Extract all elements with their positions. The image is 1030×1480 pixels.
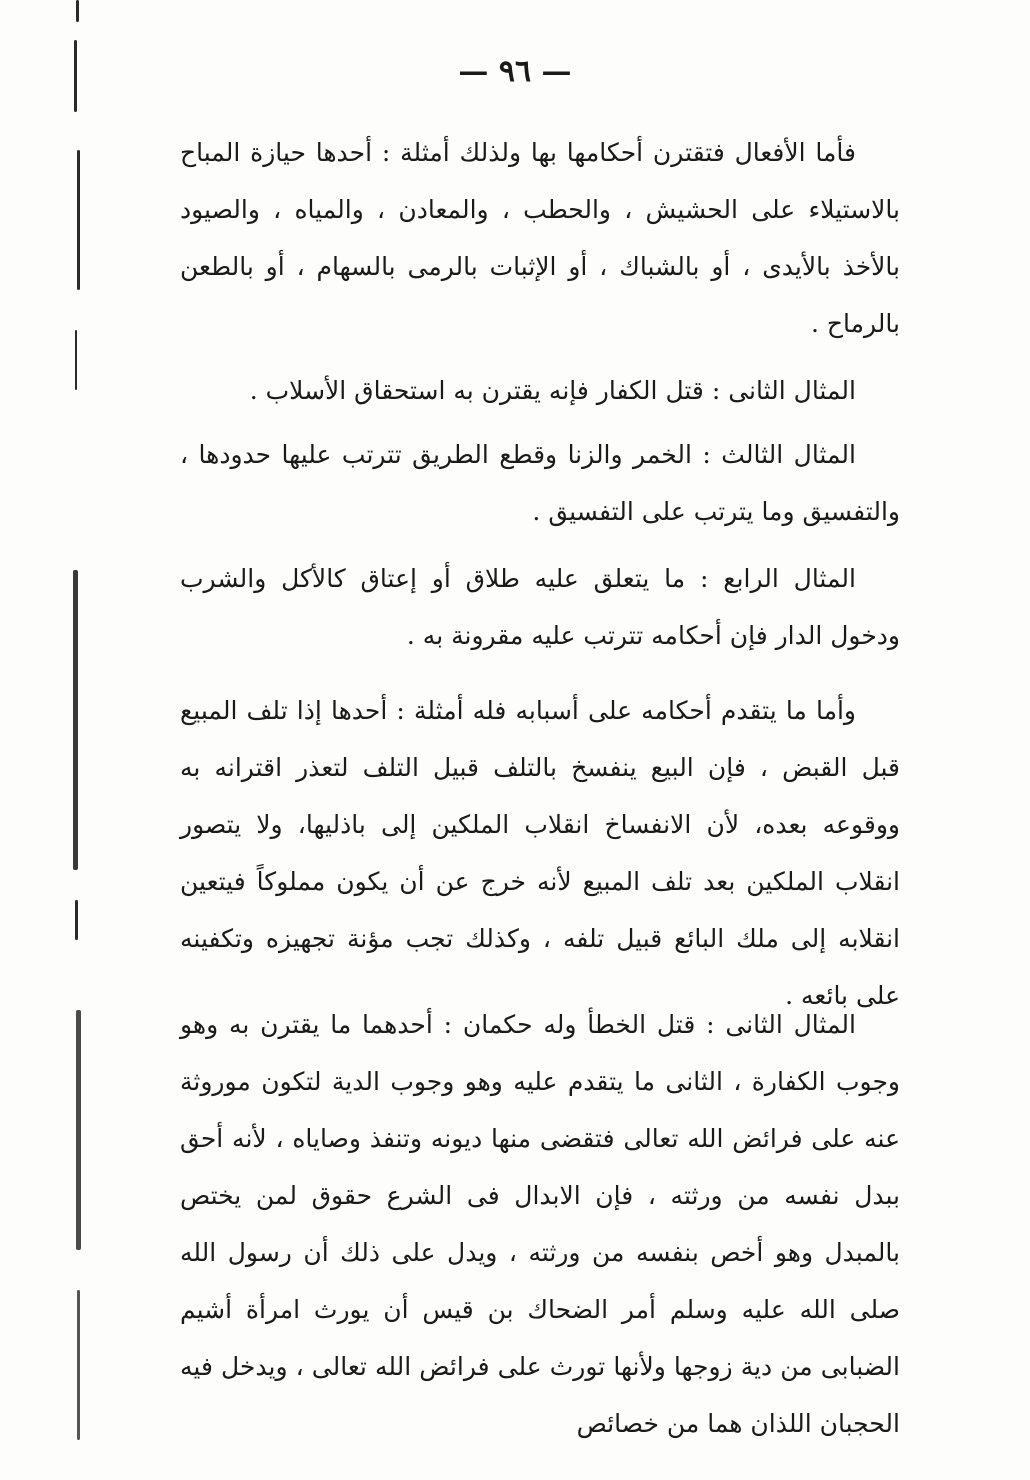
paragraph-1	[180, 124, 900, 352]
paragraph-6	[180, 996, 900, 1452]
paragraph-text: المثال الثانى : قتل الخطأ وله حكمان : أحدهما ما يقترن به وهو وجوب الكفارة ، الثانى ما يتقدم عليه وهو وجوب الدية لتكون موروثة عنه على فرائض الله تعالى فتقضى منها ديونه وتنفذ وصاياه ، لأنه أحق ببدل نفسه من ورثته ، فإن الابدال فى الشرع حقوق لمن يختص بالمبدل وهو أخص بنفسه من ورثته ، ويدل على ذلك أن رسول الله صلى الله عليه وسلم أمر الضحاك بن قيس أن يورث امرأة أشيم الضبابى من دية زوجها ولأنها تورث على فرائض الله تعالى ، ويدخل فيه الحجبان اللذان هما من خصائص	[180, 1010, 900, 1438]
paragraph-4	[180, 550, 900, 664]
paragraph-text: المثال الثالث : الخمر والزنا وقطع الطريق تترتب عليها حدودها ، والتفسيق وما يترتب على التفسيق .	[180, 440, 900, 526]
paragraph-text: فأما الأفعال فتقترن أحكامها بها ولذلك أمثلة : أحدها حيازة المباح بالاستيلاء على الحشيش ، والحطب ، والمعادن ، والمياه ، والصيود بالأخذ بالأيدى ، أو بالشباك ، أو الإثبات بالرمى بالسهام ، أو بالطعن بالرماح .	[180, 138, 900, 338]
paragraph-2	[180, 362, 900, 419]
binding-edge	[60, 0, 94, 1480]
paragraph-text: المثال الرابع : ما يتعلق عليه طلاق أو إعتاق كالأكل والشرب ودخول الدار فإن أحكامه تترتب عليه مقرونة به .	[180, 564, 900, 650]
paragraph-3	[180, 426, 900, 540]
paragraph-text: المثال الثانى : قتل الكفار فإنه يقترن به استحقاق الأسلاب .	[249, 376, 856, 405]
paragraph-text: وأما ما يتقدم أحكامه على أسبابه فله أمثلة : أحدها إذا تلف المبيع قبل القبض ، فإن البيع ينفسخ بالتلف قبيل التلف لتعذر اقترانه به ووقوعه بعده، لأن الانفساخ انقلاب الملكين إلى باذليها، ولا يتصور انقلاب الملكين بعد تلف المبيع لأنه خرج عن أن يكون مملوكاً فيتعين انقلابه إلى ملك البائع قبيل تلفه ، وكذلك تجب مؤنة تجهيزه وتكفينه على بائعه .	[180, 696, 900, 1010]
paragraph-5	[180, 682, 900, 1024]
page-number: — ٩٦ —	[458, 54, 572, 89]
